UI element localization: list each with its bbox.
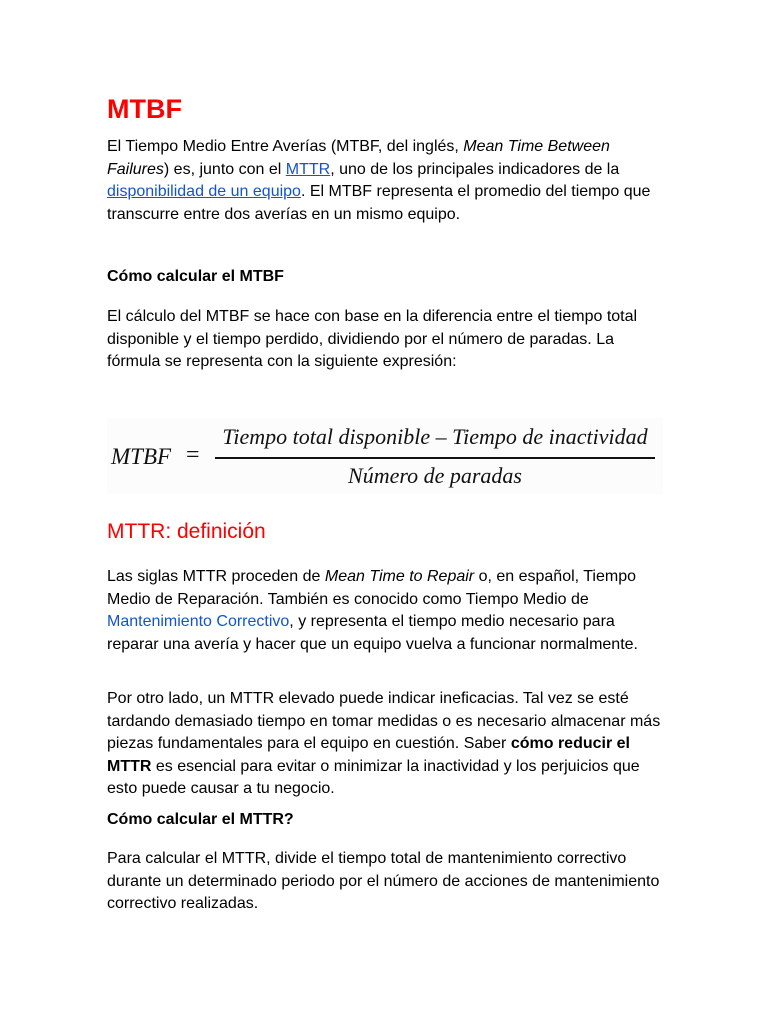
formula-lhs: MTBF <box>111 444 172 469</box>
mtbf-calc-paragraph: El cálculo del MTBF se hace con base en la diferencia entre el tiempo total disponible y el tiempo perdido, dividiendo por el número de paradas. La fórmula se representa con la siguiente expresión: <box>107 308 638 370</box>
mtbf-intro-text-1: El Tiempo Medio Entre Averías (MTBF, del inglés, <box>107 138 464 155</box>
mttr-p2-text-1: Por otro lado, un MTTR elevado puede indicar ineficacias. Tal vez se esté tardando demasiado tiempo en tomar medidas o es necesario almacenar más piezas fundamentales para el equipo en cuestión. Saber <box>107 690 661 752</box>
mtbf-intro-english-term: Mean Time Between Failures <box>107 138 610 178</box>
mtbf-title: MTBF <box>107 94 182 124</box>
mtbf-intro-text-4: . El MTBF representa el promedio del tiempo que transcurre entre dos averías en un mismo equipo. <box>107 183 651 223</box>
formula-numerator: Tiempo total disponible – Tiempo de inactividad <box>222 424 648 449</box>
mttr-english-term: Mean Time to Repair <box>324 568 475 585</box>
mantenimiento-correctivo-link[interactable]: Mantenimiento Correctivo <box>107 613 290 630</box>
mttr-calc-heading: Cómo calcular el MTTR? <box>107 811 294 828</box>
mtbf-formula <box>107 418 663 494</box>
mtbf-calc-heading: Cómo calcular el MTBF <box>107 268 284 285</box>
mtbf-intro-text-3: , uno de los principales indicadores de la <box>330 160 620 178</box>
mttr-def-text-2: o, en español, Tiempo Medio de Reparación. También es conocido como Tiempo Medio de <box>107 568 637 608</box>
formula-equals: = <box>186 442 200 468</box>
mttr-calc-paragraph: Para calcular el MTTR, divide el tiempo total de mantenimiento correctivo durante un determinado periodo por el número de acciones de mantenimiento correctivo realizadas. <box>107 850 660 912</box>
mttr-definition-paragraph <box>107 566 667 656</box>
mttr-p2-bold: cómo reducir el MTTR <box>107 735 630 775</box>
mttr-def-text-3: , y representa el tiempo medio necesario para reparar una avería y hacer que un equipo vuelva a funcionar normalmente. <box>107 613 638 653</box>
mtbf-intro-text-2: ) es, junto con el <box>163 160 286 178</box>
mtbf-intro-paragraph <box>107 136 667 226</box>
mttr-ineficacias-paragraph <box>107 688 667 801</box>
mttr-link[interactable]: MTTR <box>285 160 331 178</box>
mttr-def-text-1: Las siglas MTTR proceden de <box>107 568 325 585</box>
formula-fraction-bar <box>215 457 655 459</box>
disponibilidad-link[interactable]: disponibilidad de un equipo <box>107 183 301 200</box>
formula-denominator: Número de paradas <box>348 463 522 488</box>
mttr-title: MTTR: definición <box>107 520 266 543</box>
mttr-p2-text-2: es esencial para evitar o minimizar la inactividad y los perjuicios que esto puede causar a tu negocio. <box>107 757 640 797</box>
